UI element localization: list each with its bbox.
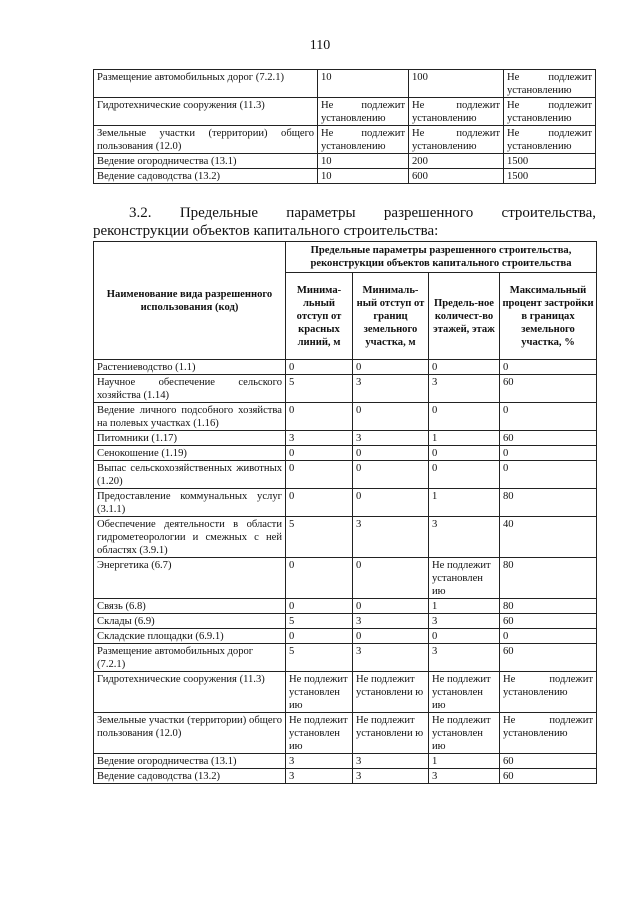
row-name: Предоставление коммунальных услуг (3.1.1) xyxy=(94,489,286,517)
cell-min-offset-red-lines: 0 xyxy=(286,446,353,461)
cell-max-building-percent: 0 xyxy=(500,403,597,431)
cell-min-offset-red-lines: 5 xyxy=(286,614,353,629)
cell-value: 1500 xyxy=(504,169,596,184)
table-row xyxy=(94,360,597,375)
row-name: Земельные участки (территории) общего пользования (12.0) xyxy=(94,126,318,154)
cell-max-building-percent: 80 xyxy=(500,599,597,614)
row-name: Земельные участки (территории) общего пользования (12.0) xyxy=(94,713,286,754)
cell-max-building-percent: 0 xyxy=(500,360,597,375)
header-max-building-percent: Максимальный процент застройки в границах земельного участка, % xyxy=(500,273,597,360)
table-row xyxy=(94,599,597,614)
construction-parameters-table xyxy=(93,241,597,784)
cell-min-offset-boundaries: 3 xyxy=(353,375,429,403)
row-name: Ведение огородничества (13.1) xyxy=(94,754,286,769)
cell-value: Не подлежит установлению xyxy=(409,98,504,126)
table-row xyxy=(94,431,597,446)
row-name: Ведение личного подсобного хозяйства на полевых участках (1.16) xyxy=(94,403,286,431)
section-heading xyxy=(93,204,596,240)
cell-value: Не подлежит установлению xyxy=(409,126,504,154)
cell-max-floors: Не подлежит установлен ию xyxy=(429,713,500,754)
parameters-table-continued xyxy=(93,69,596,184)
cell-min-offset-boundaries: 0 xyxy=(353,489,429,517)
cell-min-offset-red-lines: 3 xyxy=(286,431,353,446)
cell-max-building-percent: 0 xyxy=(500,461,597,489)
cell-max-building-percent: 80 xyxy=(500,558,597,599)
row-name: Обеспечение деятельности в области гидрометеорологии и смежных с ней областях (3.9.1) xyxy=(94,517,286,558)
section-number: 3.2. xyxy=(129,205,152,221)
cell-min-offset-boundaries: 3 xyxy=(353,614,429,629)
cell-value: 1500 xyxy=(504,154,596,169)
header-row xyxy=(94,242,597,273)
table-row xyxy=(94,754,597,769)
cell-min-offset-red-lines: 0 xyxy=(286,599,353,614)
table-row xyxy=(94,769,597,784)
cell-max-floors: Не подлежит установлен ию xyxy=(429,672,500,713)
cell-min-offset-boundaries: 3 xyxy=(353,754,429,769)
header-min-offset-red-lines: Минима-льный отступ от красных линий, м xyxy=(286,273,353,360)
cell-min-offset-boundaries: 0 xyxy=(353,403,429,431)
heading-word: Предельные xyxy=(179,205,258,221)
cell-min-offset-red-lines: 0 xyxy=(286,403,353,431)
table-row xyxy=(94,614,597,629)
section-heading-line2: реконструкции объектов капитального строительства: xyxy=(93,223,439,239)
table-row xyxy=(94,98,596,126)
table-row xyxy=(94,169,596,184)
cell-min-offset-boundaries: 3 xyxy=(353,517,429,558)
table-row xyxy=(94,70,596,98)
cell-value: 10 xyxy=(318,154,409,169)
row-name: Растениеводство (1.1) xyxy=(94,360,286,375)
heading-word: параметры xyxy=(286,205,356,221)
cell-value: 200 xyxy=(409,154,504,169)
cell-max-floors: 0 xyxy=(429,403,500,431)
cell-max-building-percent: Не подлежит установлению xyxy=(500,713,597,754)
cell-max-building-percent: 60 xyxy=(500,644,597,672)
cell-value: 10 xyxy=(318,169,409,184)
cell-max-floors: 0 xyxy=(429,629,500,644)
cell-max-building-percent: 80 xyxy=(500,489,597,517)
cell-max-floors: 0 xyxy=(429,446,500,461)
table-row xyxy=(94,126,596,154)
cell-min-offset-red-lines: Не подлежит установлен ию xyxy=(286,672,353,713)
cell-min-offset-red-lines: 0 xyxy=(286,489,353,517)
header-use-type: Наименование вида разрешенного использования (код) xyxy=(94,242,286,360)
row-name: Складские площадки (6.9.1) xyxy=(94,629,286,644)
cell-max-floors: 1 xyxy=(429,431,500,446)
cell-value: 600 xyxy=(409,169,504,184)
row-name: Выпас сельскохозяйственных животных (1.20) xyxy=(94,461,286,489)
cell-min-offset-boundaries: 3 xyxy=(353,431,429,446)
cell-max-floors: 0 xyxy=(429,360,500,375)
row-name: Сенокошение (1.19) xyxy=(94,446,286,461)
table-row xyxy=(94,713,597,754)
row-name: Научное обеспечение сельского хозяйства (1.14) xyxy=(94,375,286,403)
cell-min-offset-red-lines: 0 xyxy=(286,558,353,599)
cell-max-building-percent: 0 xyxy=(500,446,597,461)
cell-max-floors: 3 xyxy=(429,769,500,784)
cell-max-floors: 3 xyxy=(429,614,500,629)
cell-max-building-percent: 60 xyxy=(500,754,597,769)
heading-word: строительства, xyxy=(501,205,596,221)
row-name: Питомники (1.17) xyxy=(94,431,286,446)
cell-min-offset-red-lines: 5 xyxy=(286,517,353,558)
table-row xyxy=(94,154,596,169)
cell-value: Не подлежит установлению xyxy=(318,98,409,126)
cell-max-building-percent: 40 xyxy=(500,517,597,558)
cell-min-offset-boundaries: 3 xyxy=(353,769,429,784)
table-row xyxy=(94,403,597,431)
cell-max-building-percent: 60 xyxy=(500,614,597,629)
cell-max-floors: 1 xyxy=(429,599,500,614)
cell-value: Не подлежит установлению xyxy=(504,70,596,98)
table-row xyxy=(94,375,597,403)
cell-min-offset-red-lines: 5 xyxy=(286,644,353,672)
table-row xyxy=(94,461,597,489)
cell-min-offset-red-lines: 0 xyxy=(286,629,353,644)
heading-word: разрешенного xyxy=(383,205,474,221)
cell-min-offset-boundaries: 0 xyxy=(353,360,429,375)
cell-value: Не подлежит установлению xyxy=(318,126,409,154)
row-name: Энергетика (6.7) xyxy=(94,558,286,599)
cell-max-building-percent: 60 xyxy=(500,375,597,403)
header-min-offset-boundaries: Минималь-ный отступ от границ земельного участка, м xyxy=(353,273,429,360)
cell-max-floors: 3 xyxy=(429,644,500,672)
cell-value: 10 xyxy=(318,70,409,98)
cell-min-offset-boundaries: 0 xyxy=(353,558,429,599)
cell-max-floors: 3 xyxy=(429,375,500,403)
cell-max-building-percent: 60 xyxy=(500,431,597,446)
row-name: Гидротехнические сооружения (11.3) xyxy=(94,98,318,126)
header-group: Предельные параметры разрешенного строительства, реконструкции объектов капитального строительства xyxy=(286,242,597,273)
cell-min-offset-boundaries: 3 xyxy=(353,644,429,672)
table-row xyxy=(94,446,597,461)
cell-min-offset-red-lines: 3 xyxy=(286,754,353,769)
cell-max-floors: 0 xyxy=(429,461,500,489)
cell-min-offset-boundaries: Не подлежит установлени ю xyxy=(353,672,429,713)
cell-min-offset-red-lines: 3 xyxy=(286,769,353,784)
table1-body xyxy=(94,70,596,184)
row-name: Ведение огородничества (13.1) xyxy=(94,154,318,169)
cell-min-offset-red-lines: 5 xyxy=(286,375,353,403)
cell-min-offset-red-lines: Не подлежит установлен ию xyxy=(286,713,353,754)
cell-value: Не подлежит установлению xyxy=(504,98,596,126)
row-name: Размещение автомобильных дорог (7.2.1) xyxy=(94,70,318,98)
row-name: Ведение садоводства (13.2) xyxy=(94,169,318,184)
cell-min-offset-red-lines: 0 xyxy=(286,461,353,489)
header-max-floors: Предель-ное количест-во этажей, этаж xyxy=(429,273,500,360)
cell-max-building-percent: Не подлежит установлению xyxy=(500,672,597,713)
row-name: Гидротехнические сооружения (11.3) xyxy=(94,672,286,713)
cell-max-floors: 1 xyxy=(429,489,500,517)
table-row xyxy=(94,644,597,672)
cell-max-floors: Не подлежит установлен ию xyxy=(429,558,500,599)
table-row xyxy=(94,558,597,599)
table-row xyxy=(94,672,597,713)
cell-min-offset-boundaries: 0 xyxy=(353,629,429,644)
cell-value: Не подлежит установлению xyxy=(504,126,596,154)
cell-max-building-percent: 60 xyxy=(500,769,597,784)
cell-min-offset-boundaries: Не подлежит установлени ю xyxy=(353,713,429,754)
table2-body xyxy=(94,360,597,784)
cell-value: 100 xyxy=(409,70,504,98)
table-row xyxy=(94,489,597,517)
row-name: Связь (6.8) xyxy=(94,599,286,614)
table2-header xyxy=(94,242,597,360)
cell-max-floors: 3 xyxy=(429,517,500,558)
cell-min-offset-boundaries: 0 xyxy=(353,599,429,614)
table-row xyxy=(94,629,597,644)
section-heading-line1 xyxy=(93,204,596,222)
cell-max-floors: 1 xyxy=(429,754,500,769)
cell-min-offset-boundaries: 0 xyxy=(353,446,429,461)
row-name: Ведение садоводства (13.2) xyxy=(94,769,286,784)
page-number: 110 xyxy=(309,38,331,53)
cell-min-offset-red-lines: 0 xyxy=(286,360,353,375)
cell-min-offset-boundaries: 0 xyxy=(353,461,429,489)
table-row xyxy=(94,517,597,558)
row-name: Размещение автомобильных дорог (7.2.1) xyxy=(94,644,286,672)
row-name: Склады (6.9) xyxy=(94,614,286,629)
cell-max-building-percent: 0 xyxy=(500,629,597,644)
